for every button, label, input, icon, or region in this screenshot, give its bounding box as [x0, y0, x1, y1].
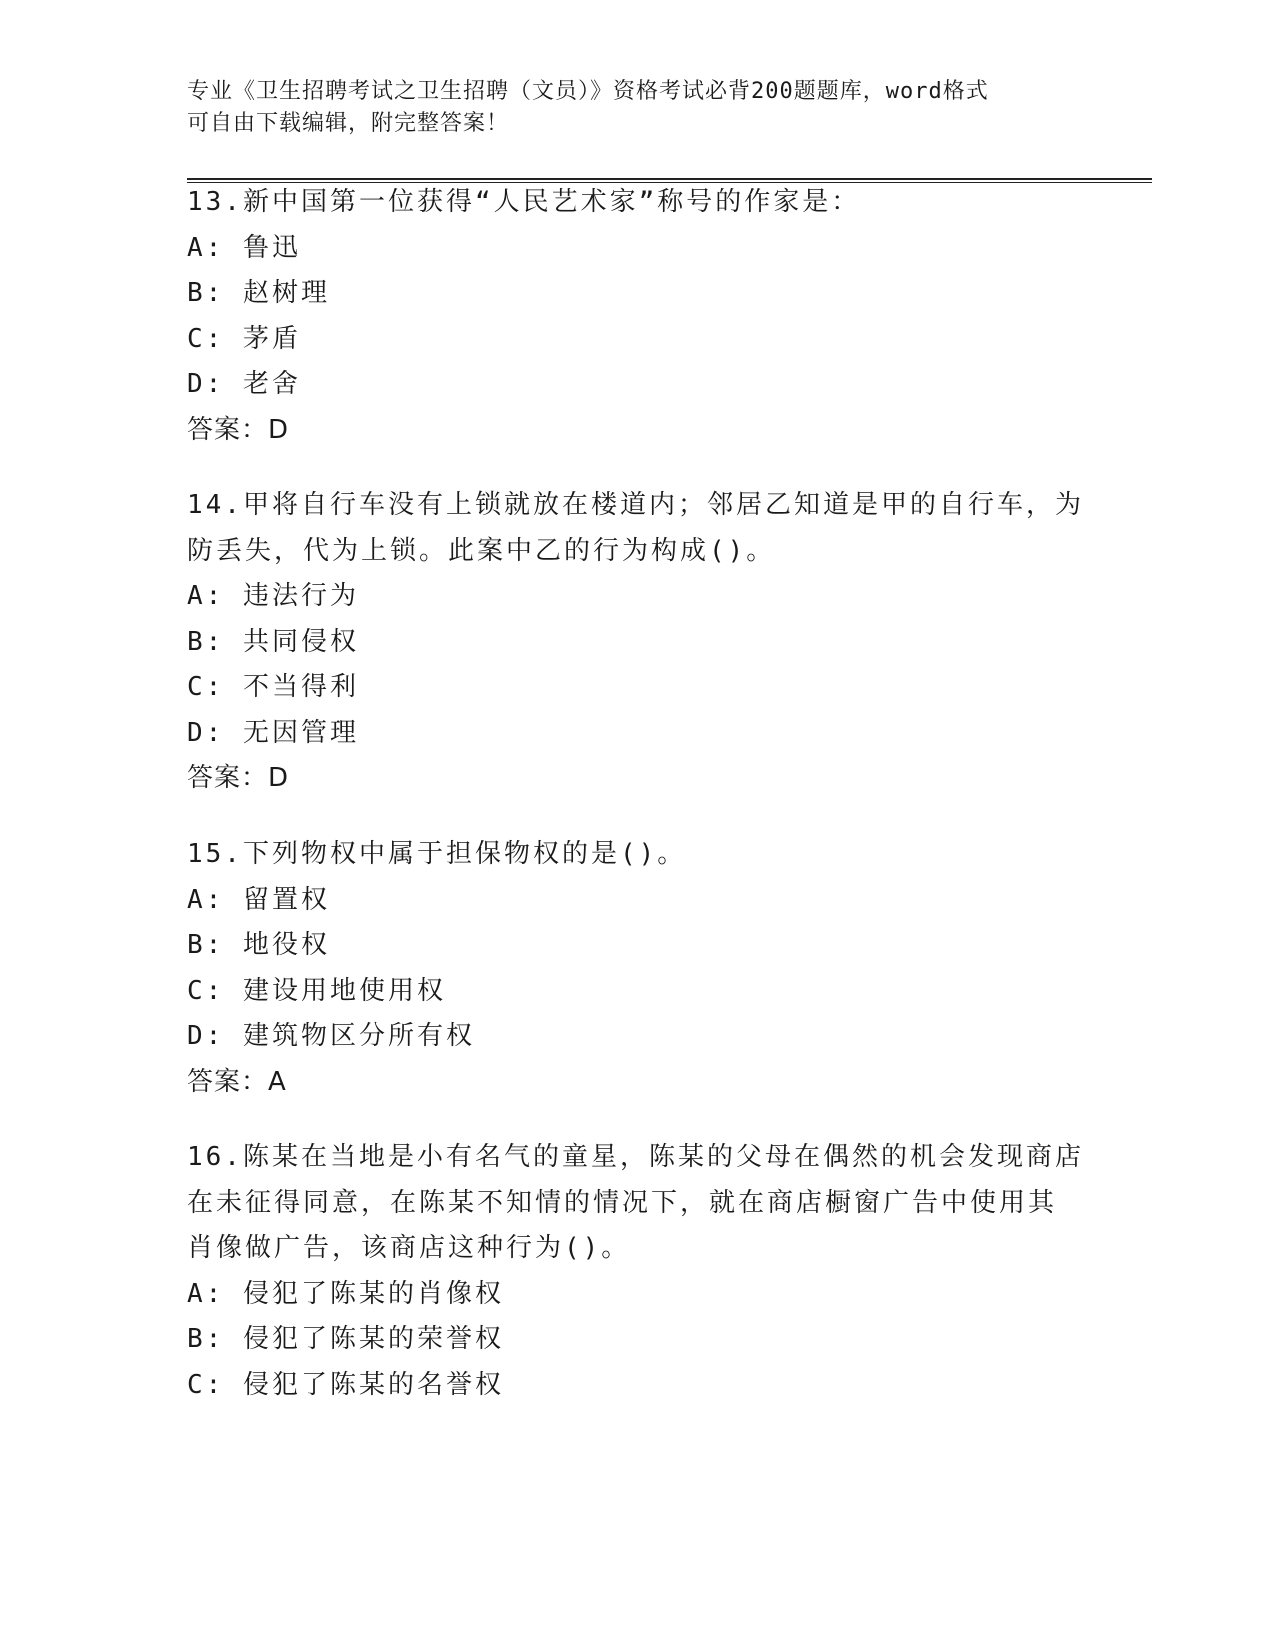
question-15: [187, 832, 1087, 1105]
question-stem: 防丢失，代为上锁。此案中乙的行为构成()。: [187, 535, 776, 566]
option-b: B: 共同侵权: [187, 626, 359, 657]
question-stem: 肖像做广告，该商店这种行为()。: [187, 1233, 631, 1263]
option-c: C: 侵犯了陈某的名誉权: [187, 1369, 504, 1400]
document-header-note: [187, 76, 1087, 140]
question-14: [187, 483, 1087, 802]
option-d: D: 建筑物区分所有权: [187, 1021, 475, 1051]
option-b: B: 地役权: [187, 930, 330, 960]
question-stem: 13.新中国第一位获得“人民艺术家”称号的作家是：: [187, 187, 861, 217]
question-16: [187, 1135, 1087, 1408]
header-line-1: 专业《卫生招聘考试之卫生招聘（文员）》资格考试必背200题题库，word格式: [187, 79, 989, 104]
option-d: D: 无因管理: [187, 717, 359, 748]
option-a: A: 侵犯了陈某的肖像权: [187, 1278, 504, 1309]
question-stem: 14.甲将自行车没有上锁就放在楼道内；邻居乙知道是甲的自行车，为: [187, 490, 1084, 520]
option-a: A: 鲁迅: [187, 232, 301, 263]
question-stem: 在未征得同意，在陈某不知情的情况下，就在商店橱窗广告中使用其: [187, 1187, 1058, 1218]
option-d: D: 老舍: [187, 369, 301, 399]
answer-line: 答案：D: [187, 414, 290, 445]
answer-line: 答案：D: [187, 763, 290, 793]
answer-line: 答案：A: [187, 1066, 287, 1097]
option-a: A: 留置权: [187, 884, 330, 915]
header-line-2: 可自由下载编辑，附完整答案！: [187, 111, 510, 136]
option-b: B: 侵犯了陈某的荣誉权: [187, 1324, 504, 1354]
option-b: B: 赵树理: [187, 278, 330, 308]
option-c: C: 茅盾: [187, 323, 301, 354]
question-stem: 15.下列物权中属于担保物权的是()。: [187, 839, 687, 869]
option-c: C: 不当得利: [187, 672, 359, 702]
question-13: [187, 180, 1087, 453]
option-c: C: 建设用地使用权: [187, 975, 446, 1006]
option-a: A: 违法行为: [187, 581, 359, 611]
question-stem: 16.陈某在当地是小有名气的童星，陈某的父母在偶然的机会发现商店: [187, 1142, 1084, 1172]
